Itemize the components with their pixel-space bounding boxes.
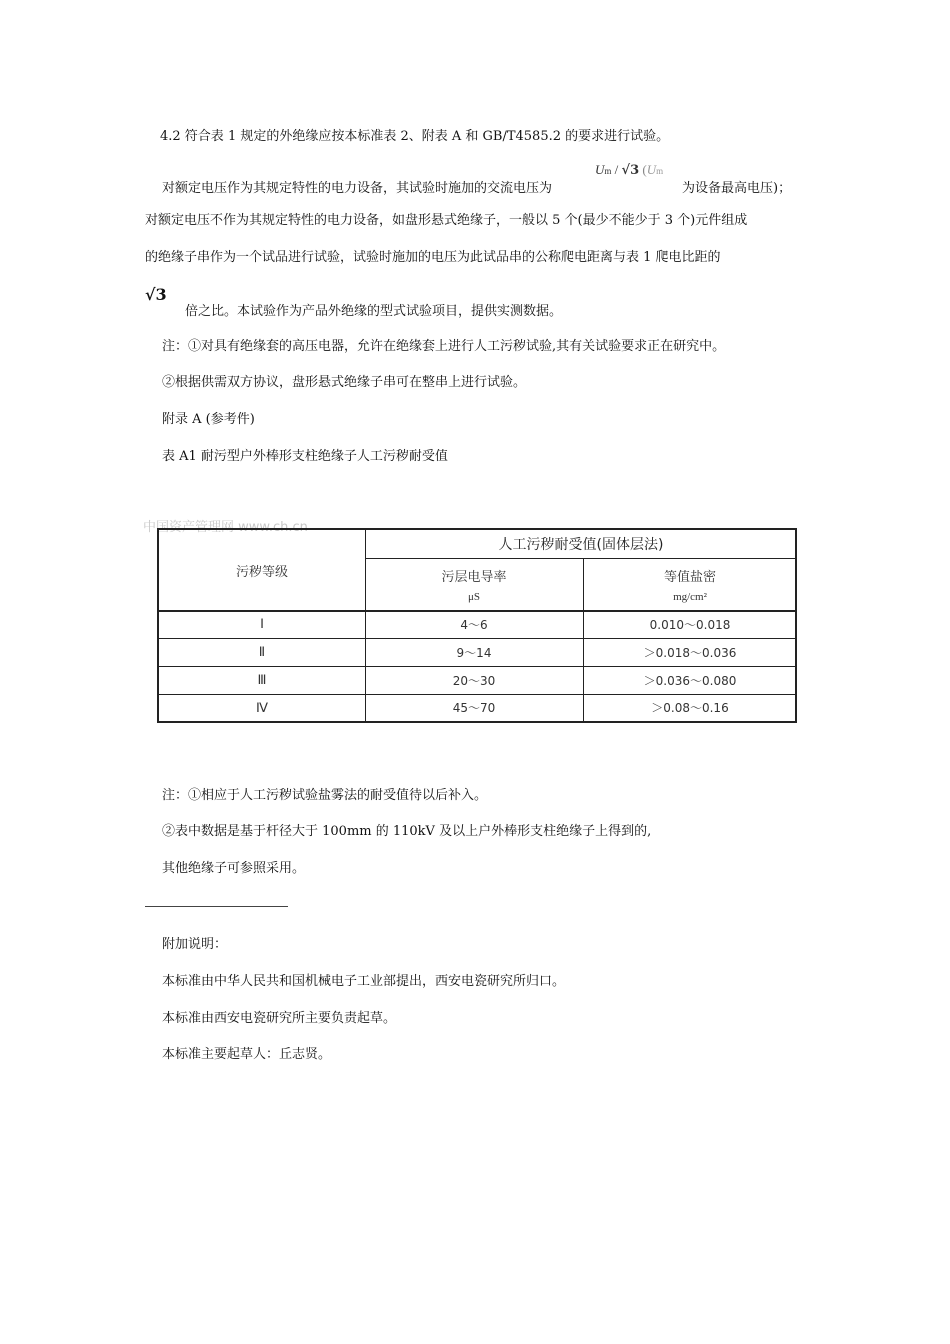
note-4: ②表中数据是基于杆径大于 100mm 的 110kV 及以上户外棒形支柱绝缘子上得到的, — [162, 824, 652, 839]
watermark: 中国资产管理网 www.ch.cn — [143, 520, 308, 535]
header-grade-label: 污秽等级 — [235, 564, 288, 580]
voltage-formula — [595, 162, 663, 178]
table-row: ＞0.036～0.080 — [643, 673, 737, 688]
para1-line2: 对额定电压不作为其规定特性的电力设备，如盘形悬式绝缘子，一般以 5 个(最少不能少于 3 个)元件组成 — [145, 213, 748, 228]
table-row: Ⅰ — [260, 616, 264, 631]
table-row: 9～14 — [456, 645, 492, 660]
addendum-line-3: 本标准主要起草人：丘志贤。 — [162, 1047, 332, 1062]
table-row: ＞0.018～0.036 — [643, 645, 737, 660]
table-row: Ⅲ — [257, 672, 267, 687]
sqrt3-symbol: √3 — [145, 285, 167, 304]
divider — [145, 906, 288, 907]
header-salt-label: 等值盐密 — [663, 569, 716, 585]
table-row: Ⅳ — [256, 699, 268, 715]
table-row: ＞0.08～0.16 — [651, 701, 729, 715]
header-conductivity-unit: μS — [467, 590, 480, 603]
formula-paren: ( — [642, 162, 647, 177]
para1-line1-after: 为设备最高电压)； — [682, 181, 792, 196]
formula-sqrt: √3 — [621, 163, 640, 178]
para1-line1-before: 对额定电压作为其规定特性的电力设备，其试验时施加的交流电压为 — [162, 181, 553, 196]
addendum-line-1: 本标准由中华人民共和国机械电子工业部提出，西安电瓷研究所归口。 — [162, 974, 566, 989]
header-group: 人工污秽耐受值(固体层法) — [498, 537, 664, 553]
table-row: 20～30 — [452, 673, 496, 688]
header-conductivity — [365, 558, 583, 610]
note-3: 注：①相应于人工污秽试验盐雾法的耐受值待以后补入。 — [162, 788, 488, 803]
formula-u: U — [646, 162, 657, 177]
addendum-line-2: 本标准由西安电瓷研究所主要负责起草。 — [162, 1011, 397, 1026]
note-5: 其他绝缘子可参照采用。 — [162, 861, 306, 876]
appendix-title: 附录 A (参考件) — [162, 412, 255, 427]
formula-um: U — [595, 162, 605, 177]
addendum-title: 附加说明： — [162, 937, 228, 952]
header-grade — [159, 530, 365, 610]
header-salt — [583, 558, 797, 610]
pollution-table — [157, 528, 797, 723]
header-salt-unit: mg/cm² — [673, 590, 707, 603]
table-title: 表 A1 耐污型户外棒形支柱绝缘子人工污秽耐受值 — [162, 449, 448, 464]
formula-slash: / — [614, 162, 619, 177]
header-conductivity-label: 污层电导率 — [441, 569, 507, 585]
table-row: 0.010～0.018 — [649, 617, 731, 632]
formula-um-sub: m — [604, 166, 612, 176]
table-row: 45～70 — [452, 701, 496, 715]
section-4-2: 4.2 符合表 1 规定的外绝缘应按本标准表 2、附表 A 和 GB/T4585.2 的要求进行试验。 — [160, 129, 670, 144]
note-1: 注：①对具有绝缘套的高压电器，允许在绝缘套上进行人工污秽试验,其有关试验要求正在研究中。 — [162, 339, 726, 354]
table-row: 4～6 — [460, 617, 488, 632]
table-row: Ⅱ — [258, 644, 266, 659]
para1-line4: 倍之比。本试验作为产品外绝缘的型式试验项目，提供实测数据。 — [185, 304, 563, 319]
para1-line3: 的绝缘子串作为一个试品进行试验，试验时施加的电压为此试品串的公称爬电距离与表 1 爬电比距的 — [145, 250, 721, 265]
note-2: ②根据供需双方协议，盘形悬式绝缘子串可在整串上进行试验。 — [162, 375, 527, 390]
formula-u-sub: m — [656, 166, 664, 176]
